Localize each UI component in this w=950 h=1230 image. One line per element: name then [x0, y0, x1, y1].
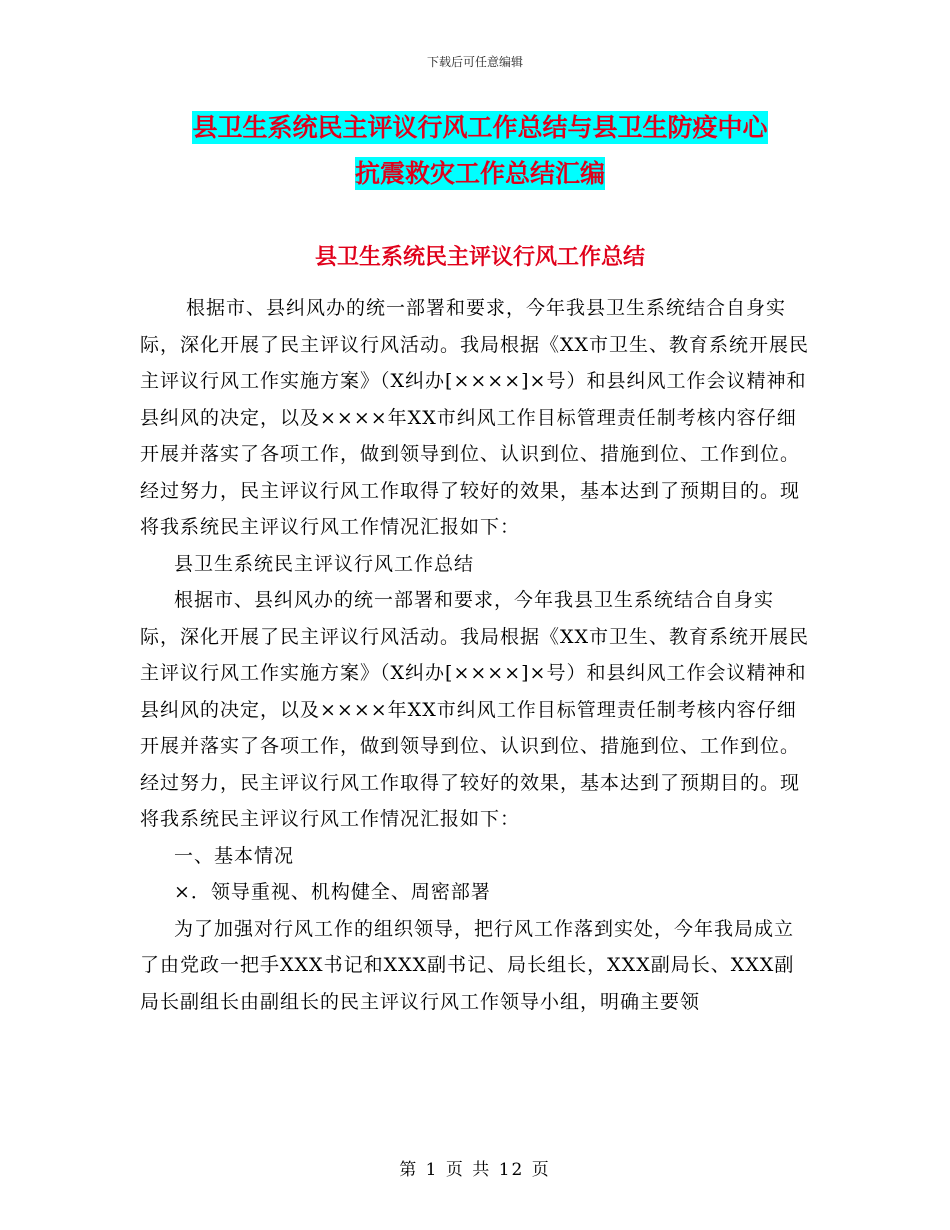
page-footer: 第 1 页 共 12 页	[399, 1160, 551, 1180]
title-highlight: 县卫生系统民主评议行风工作总结与县卫生防疫中心	[192, 113, 768, 142]
title-highlight: 抗震救灾工作总结汇编	[354, 159, 605, 188]
document-title-line-1	[140, 103, 820, 153]
header-note: 下载后可任意编辑	[426, 55, 523, 69]
paragraph: 一、基本情况	[174, 844, 295, 867]
document-body	[140, 290, 810, 1020]
paragraph: ×．领导重视、机构健全、周密部署	[174, 881, 491, 903]
paragraph: 为了加强对行风工作的组织领导，把行风工作落到实处，今年我局成立了由党政一把手XXX书记和XXX副书记、局长组长，XXX副局长、XXX副局长副组长由副组长的民主评议行风工作领导小组，明确主要领	[140, 917, 795, 1013]
document-title-line-2	[140, 149, 820, 199]
section-title: 县卫生系统民主评议行风工作总结	[314, 244, 645, 270]
paragraph: 根据市、县纠风办的统一部署和要求，今年我县卫生系统结合自身实际，深化开展了民主评议行风活动。我局根据《XX市卫生、教育系统开展民主评议行风工作实施方案》（X纠办[××××]×号）和县纠风工作会议精神和县纠风的决定，以及××××年XX市纠风工作目标管理责任制考核内容仔细开展并落实了各项工作，做到领导到位、认识到位、措施到位、工作到位。经过努力，民主评议行风工作取得了较好的效果，基本达到了预期目的。现将我系统民主评议行风工作情况汇报如下：	[140, 589, 810, 830]
paragraph: 县卫生系统民主评议行风工作总结	[174, 552, 475, 575]
paragraph: 根据市、县纠风办的统一部署和要求，今年我县卫生系统结合自身实际，深化开展了民主评议行风活动。我局根据《XX市卫生、教育系统开展民主评议行风工作实施方案》（X纠办[××××]×号）和县纠风工作会议精神和县纠风的决定，以及××××年XX市纠风工作目标管理责任制考核内容仔细开展并落实了各项工作，做到领导到位、认识到位、措施到位、工作到位。经过努力，民主评议行风工作取得了较好的效果，基本达到了预期目的。现将我系统民主评议行风工作情况汇报如下：	[140, 297, 810, 538]
